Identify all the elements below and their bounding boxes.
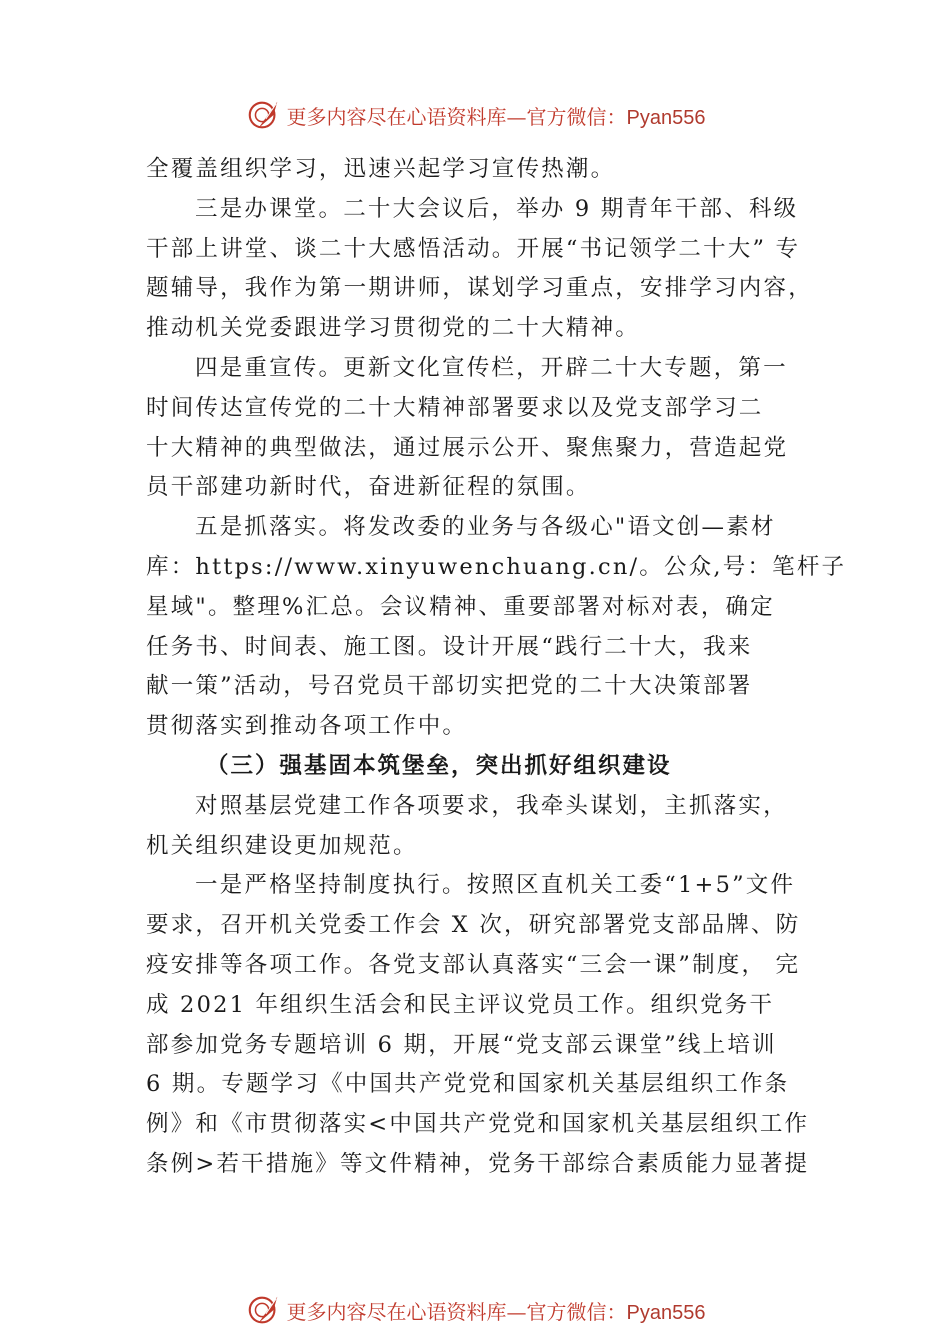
text-line: 贯彻落实到推动各项工作中。 [146,713,468,740]
text-line: 任务书、时间表、施工图。设计开展“践行二十大，我来 [146,633,753,660]
banner-title: 更多内容尽在心语资料库 [286,1299,507,1324]
text-line: 成 2021 年组织生活会和民主评议党员工作。组织党务干 [146,991,775,1018]
text-line: 十大精神的典型做法，通过展示公开、聚焦聚力，营造起党 [146,434,789,461]
document-body [146,150,847,1185]
text-line: 条例>若干措施》等文件精神，党务干部综合素质能力显著提 [146,1150,810,1177]
quill-logo-icon [245,96,283,134]
text-line: 部参加党务专题培训 6 期，开展“党支部云课堂”线上培训 [146,1031,777,1058]
banner-separator: — [506,1299,527,1324]
text-line: 星域"。整理%汇总。会议精神、重要部署对标对表，确定 [146,593,775,620]
text-line: 四是重宣传。更新文化宣传栏，开辟二十大专题，第一 [195,354,788,381]
text-line: 6 期。专题学习《中国共产党党和国家机关基层组织工作条 [146,1071,790,1098]
banner-wechat-id: Pyan556 [626,1301,706,1324]
header-banner [0,95,950,135]
banner-wechat-label: 官方微信： [526,1299,627,1324]
text-line: 库：https://www.xinyuwenchuang.cn/。公众,号：笔杆子 [146,553,847,580]
banner-title: 更多内容尽在心语资料库 [286,104,507,129]
text-line: 干部上讲堂、谈二十大感悟活动。开展“书记领学二十大” 专 [146,235,801,262]
text-line: 推动机关党委跟进学习贯彻党的二十大精神。 [146,315,641,342]
text-line: 例》和《市贯彻落实<中国共产党党和国家机关基层组织工作 [146,1111,810,1138]
banner-separator: — [506,104,527,129]
text-line: 全覆盖组织学习，迅速兴起学习宣传热潮。 [146,156,616,182]
text-line: 员干部建功新时代，奋进新征程的氛围。 [146,474,591,501]
text-line: 三是办课堂。二十大会议后，举办 9 期青年干部、科级 [195,195,799,222]
text-line: 疫安排等各项工作。各党支部认真落实“三会一课”制度， 完 [146,951,801,978]
text-line: 五是抓落实。将发改委的业务与各级心"语文创—素材 [195,514,776,541]
text-line: 对照基层党建工作各项要求，我牵头谋划，主抓落实， [195,792,788,819]
text-line: 机关组织建设更加规范。 [146,832,418,859]
quill-logo-icon [245,1291,283,1329]
text-line: 时间传达宣传党的二十大精神部署要求以及党支部学习二 [146,394,764,421]
text-line: 一是严格坚持制度执行。按照区直机关工委“1+5”文件 [195,872,796,899]
section-heading: （三）强基固本筑堡垒，突出抓好组织建设 [206,752,672,779]
text-line: 献一策”活动，号召党员干部切实把党的二十大决策部署 [146,673,753,700]
banner-wechat-label: 官方微信： [526,104,627,129]
text-line: 要求，召开机关党委工作会 X 次，研究部署党支部品牌、防 [146,912,801,939]
banner-wechat-id: Pyan556 [626,106,706,129]
text-line: 题辅导，我作为第一期讲师，谋划学习重点，安排学习内容， [146,275,813,302]
footer-banner [0,1290,950,1330]
